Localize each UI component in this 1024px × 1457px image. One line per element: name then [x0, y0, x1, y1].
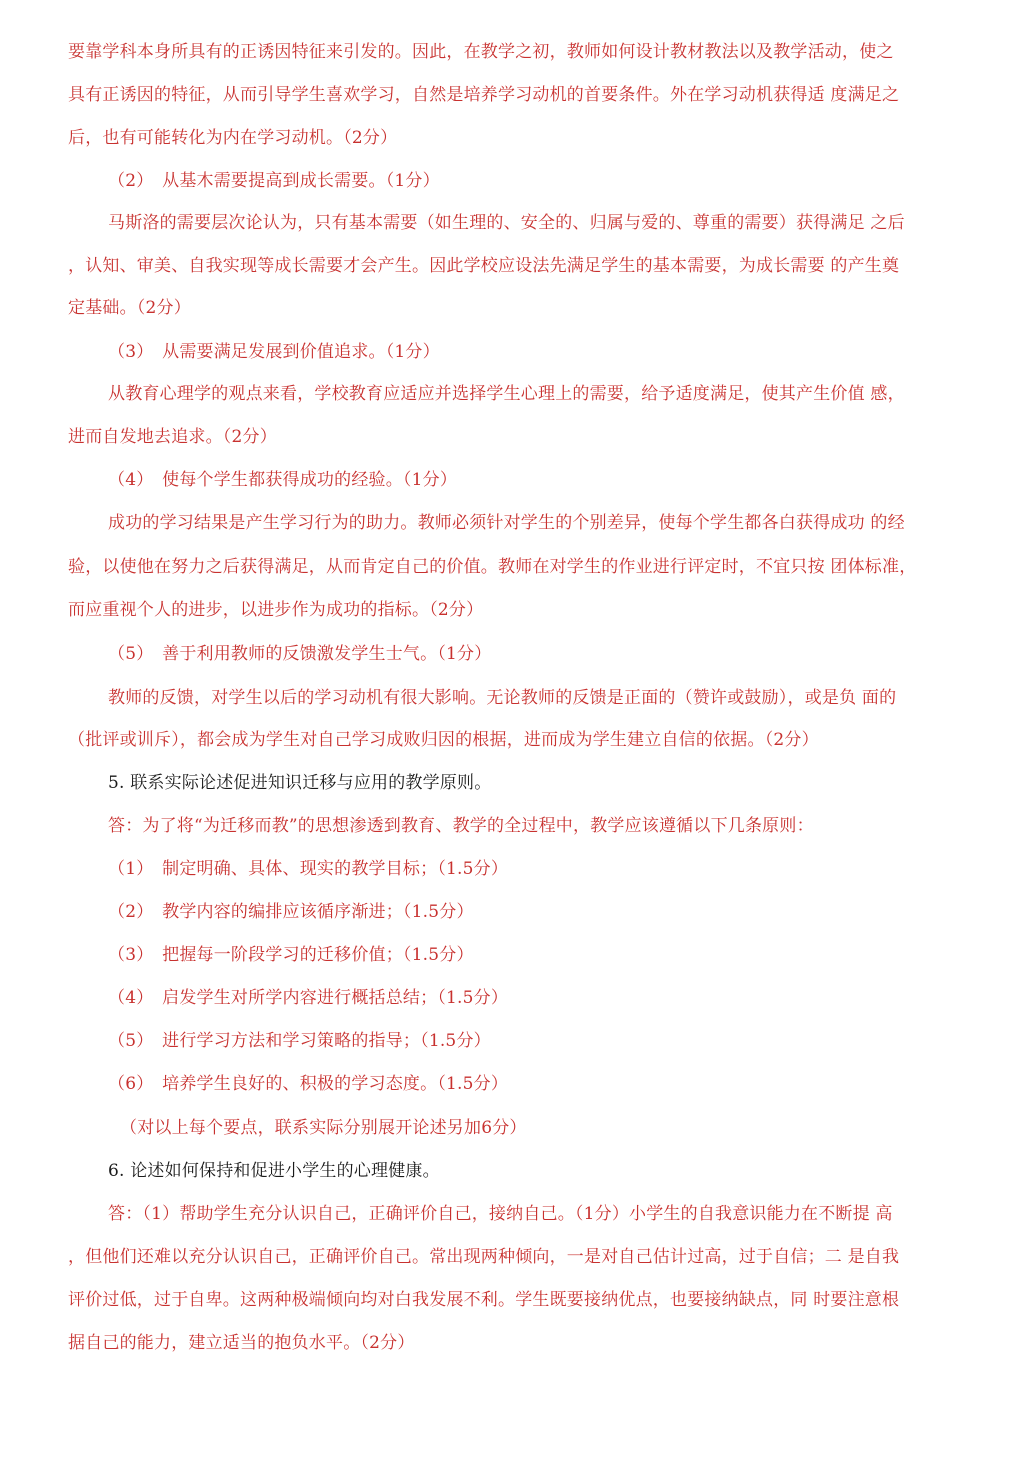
text-line: 后，也有可能转化为内在学习动机。（2分）: [68, 128, 398, 148]
text-line: 成功的学习结果是产生学习行为的助力。教师必须针对学生的个别差异，使每个学生都各白获得成功 的经: [108, 513, 905, 533]
text-line: 据自己的能力，建立适当的抱负水平。（2分）: [68, 1333, 415, 1353]
text-line: 马斯洛的需要层次论认为，只有基本需要（如生理的、安全的、归属与爱的、尊重的需要）获得满足 之后: [108, 213, 905, 233]
text-line: ，但他们还难以充分认识自己，正确评价自己。常出现两种倾向，一是对自己估计过高，过于自信；二 是自我: [68, 1247, 900, 1267]
section-heading: （5） 善于利用教师的反馈激发学生士气。（1分）: [108, 644, 492, 664]
text-line: ，认知、审美、自我实现等成长需要才会产生。因此学校应设法先满足学生的基本需要，为成长需要 的产生奠: [68, 256, 900, 276]
text-line: 答：（1）帮助学生充分认识自己，正确评价自己，接纳自己。（1分）小学生的自我意识能力在不断提 高: [108, 1204, 893, 1224]
list-item: （1） 制定明确、具体、现实的教学目标；（1.5分）: [108, 859, 509, 879]
list-item: （6） 培养学生良好的、积极的学习态度。（1.5分）: [108, 1074, 509, 1094]
answer-intro: 答：为了将“为迁移而教”的思想渗透到教育、教学的全过程中，教学应该遵循以下几条原则：: [108, 816, 814, 836]
section-heading: （4） 使每个学生都获得成功的经验。（1分）: [108, 470, 458, 490]
list-item: （2） 教学内容的编排应该循序渐进；（1.5分）: [108, 902, 474, 922]
text-line: 进而自发地去追求。（2分）: [68, 427, 277, 447]
text-line: 定基础。（2分）: [68, 298, 191, 318]
question-heading: 6. 论述如何保持和促进小学生的心理健康。: [108, 1161, 440, 1181]
text-line: （批评或训斥），都会成为学生对自己学习成败归因的根据，进而成为学生建立自信的依据。（2分）: [68, 730, 819, 750]
list-item: （5） 进行学习方法和学习策略的指导；（1.5分）: [108, 1031, 491, 1051]
note-line: （对以上每个要点，联系实际分别展开论述另加6分）: [120, 1118, 527, 1138]
section-heading: （2） 从基木需要提高到成长需要。（1分）: [108, 171, 440, 191]
text-line: 具有正诱因的特征，从而引导学生喜欢学习，自然是培养学习动机的首要条件。外在学习动机获得适 度满足之: [68, 85, 900, 105]
text-line: 验，以使他在努力之后获得满足，从而肯定自己的价值。教师在对学生的作业进行评定时，不宜只按 团体标准，: [68, 557, 917, 577]
text-line: 而应重视个人的进步，以进步作为成功的指标。（2分）: [68, 600, 484, 620]
list-item: （4） 启发学生对所学内容进行概括总结；（1.5分）: [108, 988, 509, 1008]
text-line: 评价过低，过于自卑。这两种极端倾向均对白我发展不利。学生既要接纳优点，也要接纳缺点，同 时要注意根: [68, 1290, 900, 1310]
list-item: （3） 把握每一阶段学习的迁移价值；（1.5分）: [108, 945, 474, 965]
text-line: 要靠学科本身所具有的正诱因特征来引发的。因此，在教学之初，教师如何设计教材教法以及教学活动，使之: [68, 42, 894, 62]
text-line: 从教育心理学的观点来看，学校教育应适应并选择学生心理上的需要，给予适度满足，使其产生价值 感，: [108, 384, 905, 404]
question-heading: 5. 联系实际论述促进知识迁移与应用的教学原则。: [108, 773, 492, 793]
text-line: 教师的反馈，对学生以后的学习动机有很大影响。无论教师的反馈是正面的（赞许或鼓励），或是负 面的: [108, 688, 897, 708]
section-heading: （3） 从需要满足发展到价值追求。（1分）: [108, 342, 440, 362]
